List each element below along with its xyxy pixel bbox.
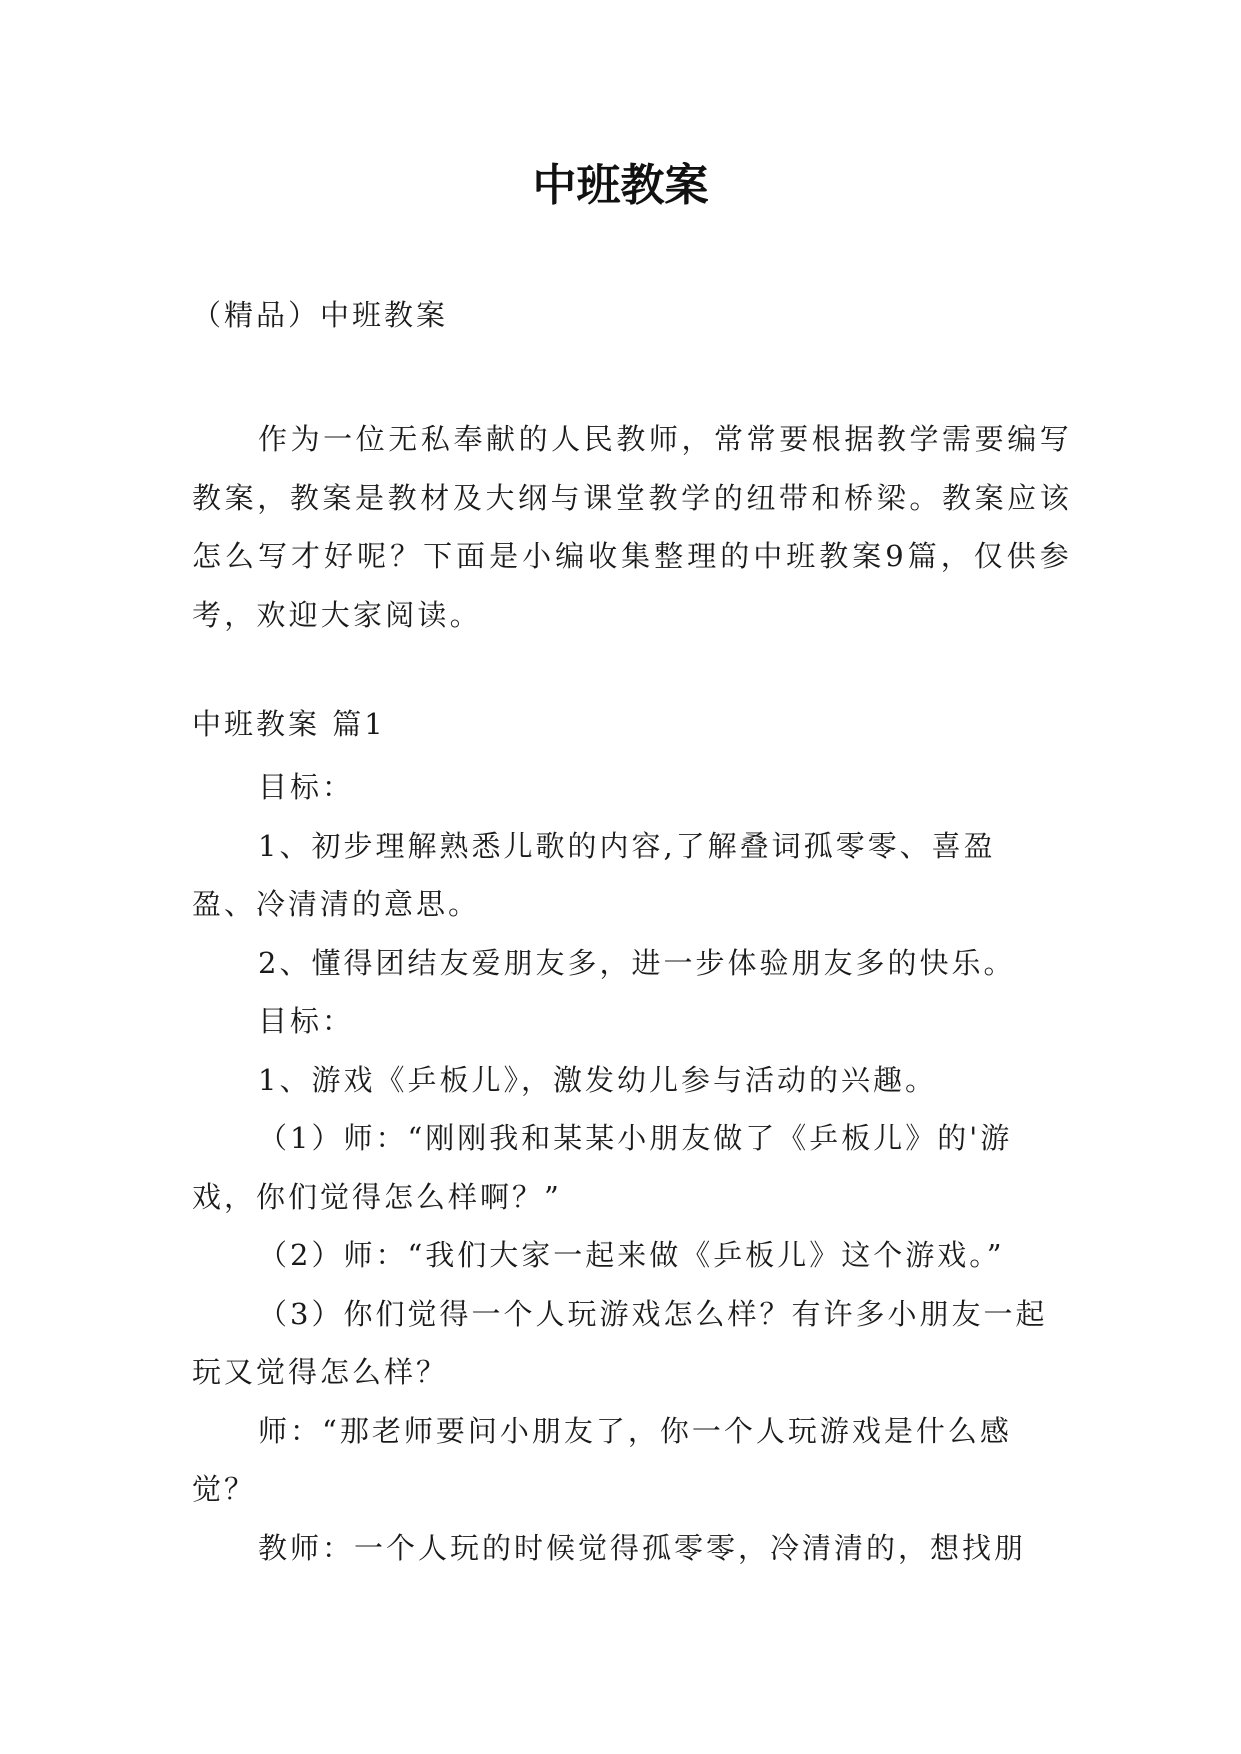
document-title: 中班教案: [532, 160, 709, 211]
paragraph-goal-1: 1、初步理解熟悉儿歌的内容,了解叠词孤零零、喜盈盈、冷清清的意思。: [192, 828, 996, 921]
paragraph-goal-heading-2: 目标：: [258, 1004, 355, 1038]
paragraph-step-1-1: （1）师：“刚刚我和某某小朋友做了《乒板儿》的'游戏，你们觉得怎么样啊？”: [192, 1121, 1013, 1214]
document-subtitle: （精品）中班教案: [192, 298, 449, 332]
paragraph-goal-heading: 目标：: [258, 770, 355, 804]
paragraph-teacher-statement: 教师：一个人玩的时候觉得孤零零，冷清清的，想找朋: [258, 1530, 1027, 1565]
section-heading: 中班教案 篇1: [192, 707, 386, 741]
paragraph-goal-2: 2、懂得团结友爱朋友多，进一步体验朋友多的快乐。: [258, 945, 1016, 980]
paragraph-step-1: 1、游戏《乒板儿》，激发幼儿参与活动的兴趣。: [258, 1062, 937, 1097]
paragraph-teacher-question: 师：“那老师要问小朋友了，你一个人玩游戏是什么感觉？: [192, 1413, 1012, 1506]
section-body: [192, 758, 1052, 1577]
intro-paragraph: 作为一位无私奉献的人民教师，常常要根据教学需要编写教案，教案是教材及大纲与课堂教学的纽带和桥梁。教案应该怎么写才好呢？下面是小编收集整理的中班教案9篇，仅供参考，欢迎大家阅读。: [192, 422, 1072, 632]
paragraph-step-1-3: （3）你们觉得一个人玩游戏怎么样？有许多小朋友一起玩又觉得怎么样？: [192, 1296, 1048, 1389]
paragraph-step-1-2: （2）师：“我们大家一起来做《乒板儿》这个游戏。”: [258, 1238, 1005, 1272]
